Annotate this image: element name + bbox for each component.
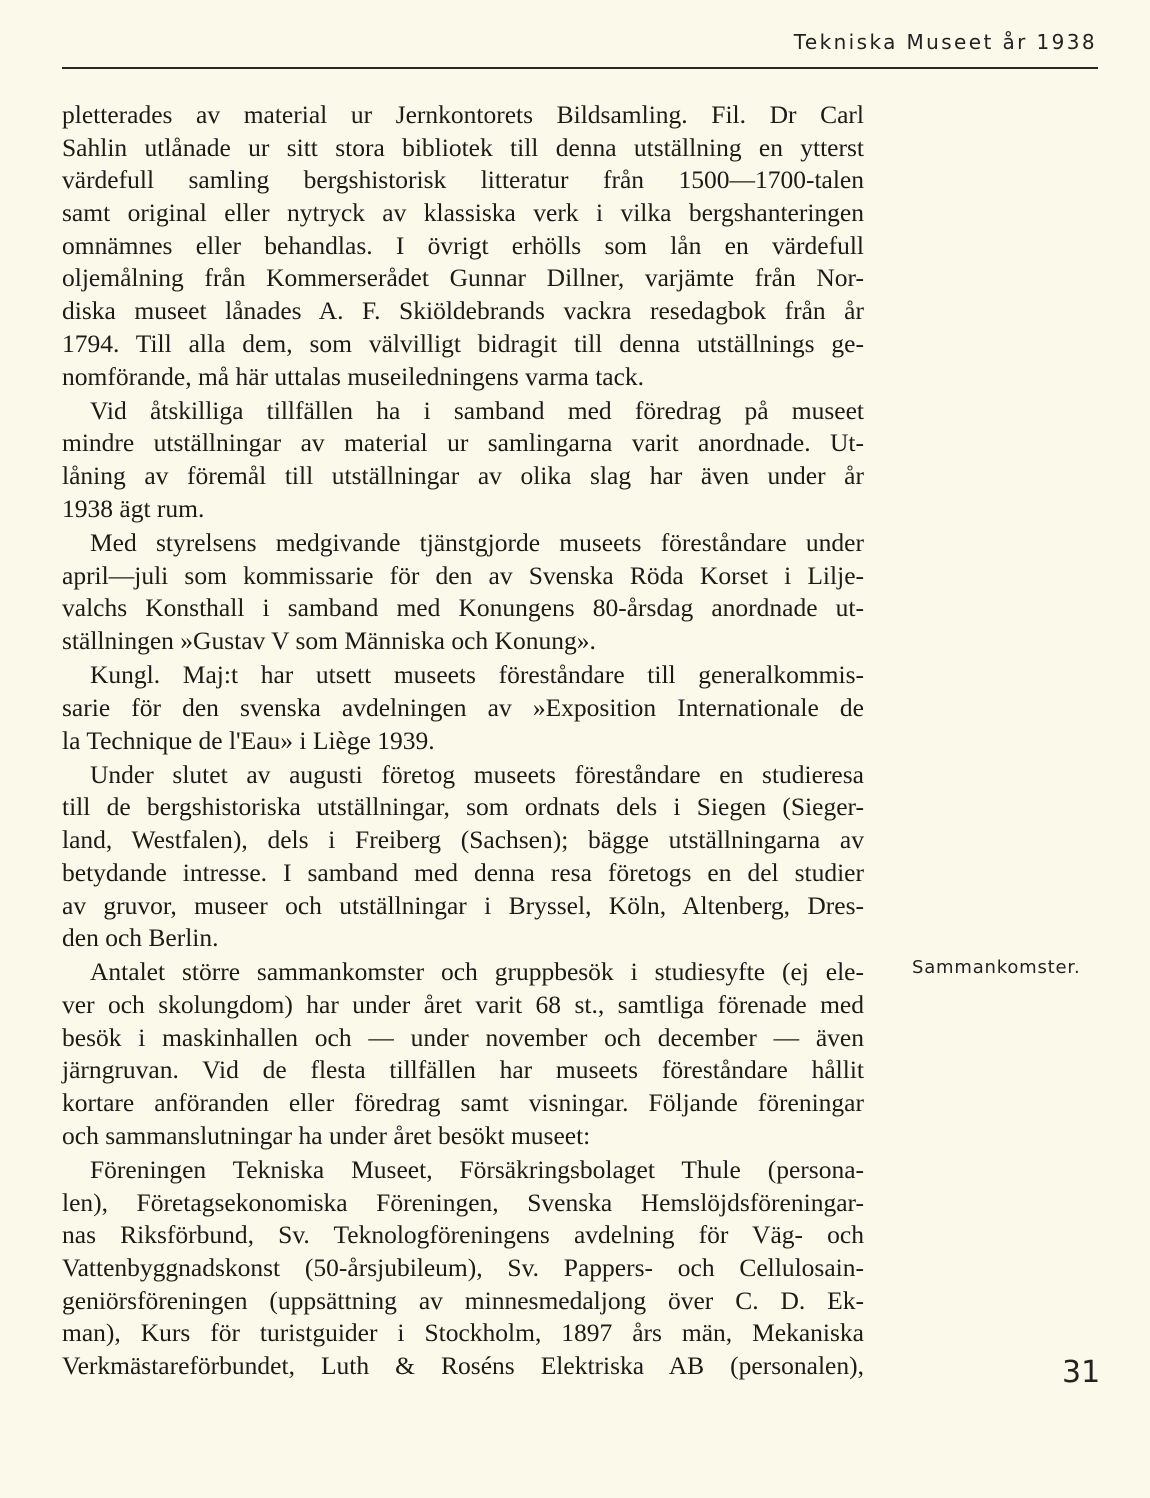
text-line: den och Berlin. <box>62 923 219 953</box>
text-line: mindre utställningar av material ur samlingarna varit anordnade. Ut- <box>62 428 864 458</box>
paragraph <box>62 1154 864 1383</box>
text-line: låning av föremål till utställningar av olika slag har även under år <box>62 461 864 491</box>
text-line: land, Westfalen), dels i Freiberg (Sachsen); bägge utställningarna av <box>62 825 864 855</box>
paragraph <box>62 659 864 757</box>
paragraph <box>62 395 864 526</box>
paragraph <box>62 759 864 955</box>
text-line: man), Kurs för turistguider i Stockholm, 1897 års män, Mekaniska <box>62 1318 864 1348</box>
text-line: la Technique de l'Eau» i Liège 1939. <box>62 725 435 755</box>
text-line: Under slutet av augusti företog museets föreståndare en studieresa <box>90 759 864 789</box>
paragraph <box>62 99 864 393</box>
text-line: Sahlin utlånade ur sitt stora bibliotek till denna utställning en ytterst <box>62 132 864 162</box>
text-line: valchs Konsthall i samband med Konungens 80-årsdag anordnade ut- <box>62 593 864 623</box>
text-line: 1938 ägt rum. <box>62 493 205 523</box>
text-line: 1794. Till alla dem, som välvilligt bidragit till denna utställnings ge- <box>62 328 864 358</box>
paragraph <box>62 527 864 658</box>
text-line: Verkmästareförbundet, Luth & Roséns Elektriska AB (personalen), <box>62 1351 864 1381</box>
text-line: nas Riksförbund, Sv. Teknologföreningens avdelning för Väg- och <box>62 1220 864 1250</box>
text-line: kortare anföranden eller föredrag samt visningar. Följande föreningar <box>62 1088 864 1118</box>
text-line: järngruvan. Vid de flesta tillfällen har museets föreståndare hållit <box>62 1055 864 1085</box>
margin-note: Sammankomster. <box>912 957 1081 978</box>
text-line: april—juli som kommissarie för den av Svenska Röda Korset i Lilje- <box>62 560 864 590</box>
text-line: till de bergshistoriska utställningar, som ordnats dels i Siegen (Sieger- <box>62 792 864 822</box>
text-line: diska museet lånades A. F. Skiöldebrands vackra resedagbok från år <box>62 296 864 326</box>
paragraph <box>62 956 864 1152</box>
text-line: Vattenbyggnadskonst (50-årsjubileum), Sv. Pappers- och Cellulosain- <box>62 1253 864 1283</box>
text-line: Antalet större sammankomster och gruppbesök i studiesyfte (ej ele- <box>90 957 864 987</box>
text-line: samt original eller nytryck av klassiska verk i vilka bergshanteringen <box>62 198 864 228</box>
text-line: nomförande, må här uttalas museiledningens varma tack. <box>62 361 645 391</box>
text-line: Med styrelsens medgivande tjänstgjorde museets föreståndare under <box>90 527 864 557</box>
text-line: ställningen »Gustav V som Människa och Konung». <box>62 626 596 655</box>
text-line: pletterades av material ur Jernkontorets Bildsamling. Fil. Dr Carl <box>62 100 864 129</box>
text-line: av gruvor, museer och utställningar i Bryssel, Köln, Altenberg, Dres- <box>62 890 864 920</box>
text-line: Kungl. Maj:t har utsett museets föreståndare till generalkommis- <box>90 660 864 690</box>
header-rule <box>62 67 1098 69</box>
body-text <box>62 99 864 1384</box>
text-line: betydande intresse. I samband med denna resa företogs en del studier <box>62 857 864 887</box>
text-line: Föreningen Tekniska Museet, Försäkringsbolaget Thule (persona- <box>90 1155 864 1184</box>
text-line: ver och skolungdom) har under året varit 68 st., samtliga förenade med <box>62 990 864 1020</box>
text-line: len), Företagsekonomiska Föreningen, Svenska Hemslöjdsföreningar- <box>62 1187 864 1217</box>
text-line: geniörsföreningen (uppsättning av minnesmedaljong över C. D. Ek- <box>62 1285 864 1315</box>
text-line: omnämnes eller behandlas. I övrigt erhölls som lån en värdefull <box>62 230 864 260</box>
running-header: Tekniska Museet år 1938 <box>793 30 1097 54</box>
page-number: 31 <box>1062 1355 1101 1390</box>
text-line: Vid åtskilliga tillfällen ha i samband med föredrag på museet <box>90 395 864 425</box>
text-line: värdefull samling bergshistorisk litteratur från 1500—1700-talen <box>62 165 864 195</box>
text-line: besök i maskinhallen och — under november och december — även <box>62 1022 864 1052</box>
text-line: oljemålning från Kommerserådet Gunnar Dillner, varjämte från Nor- <box>62 263 864 293</box>
text-line: och sammanslutningar ha under året besökt museet: <box>62 1120 591 1150</box>
text-line: sarie för den svenska avdelningen av »Exposition Internationale de <box>62 692 864 722</box>
